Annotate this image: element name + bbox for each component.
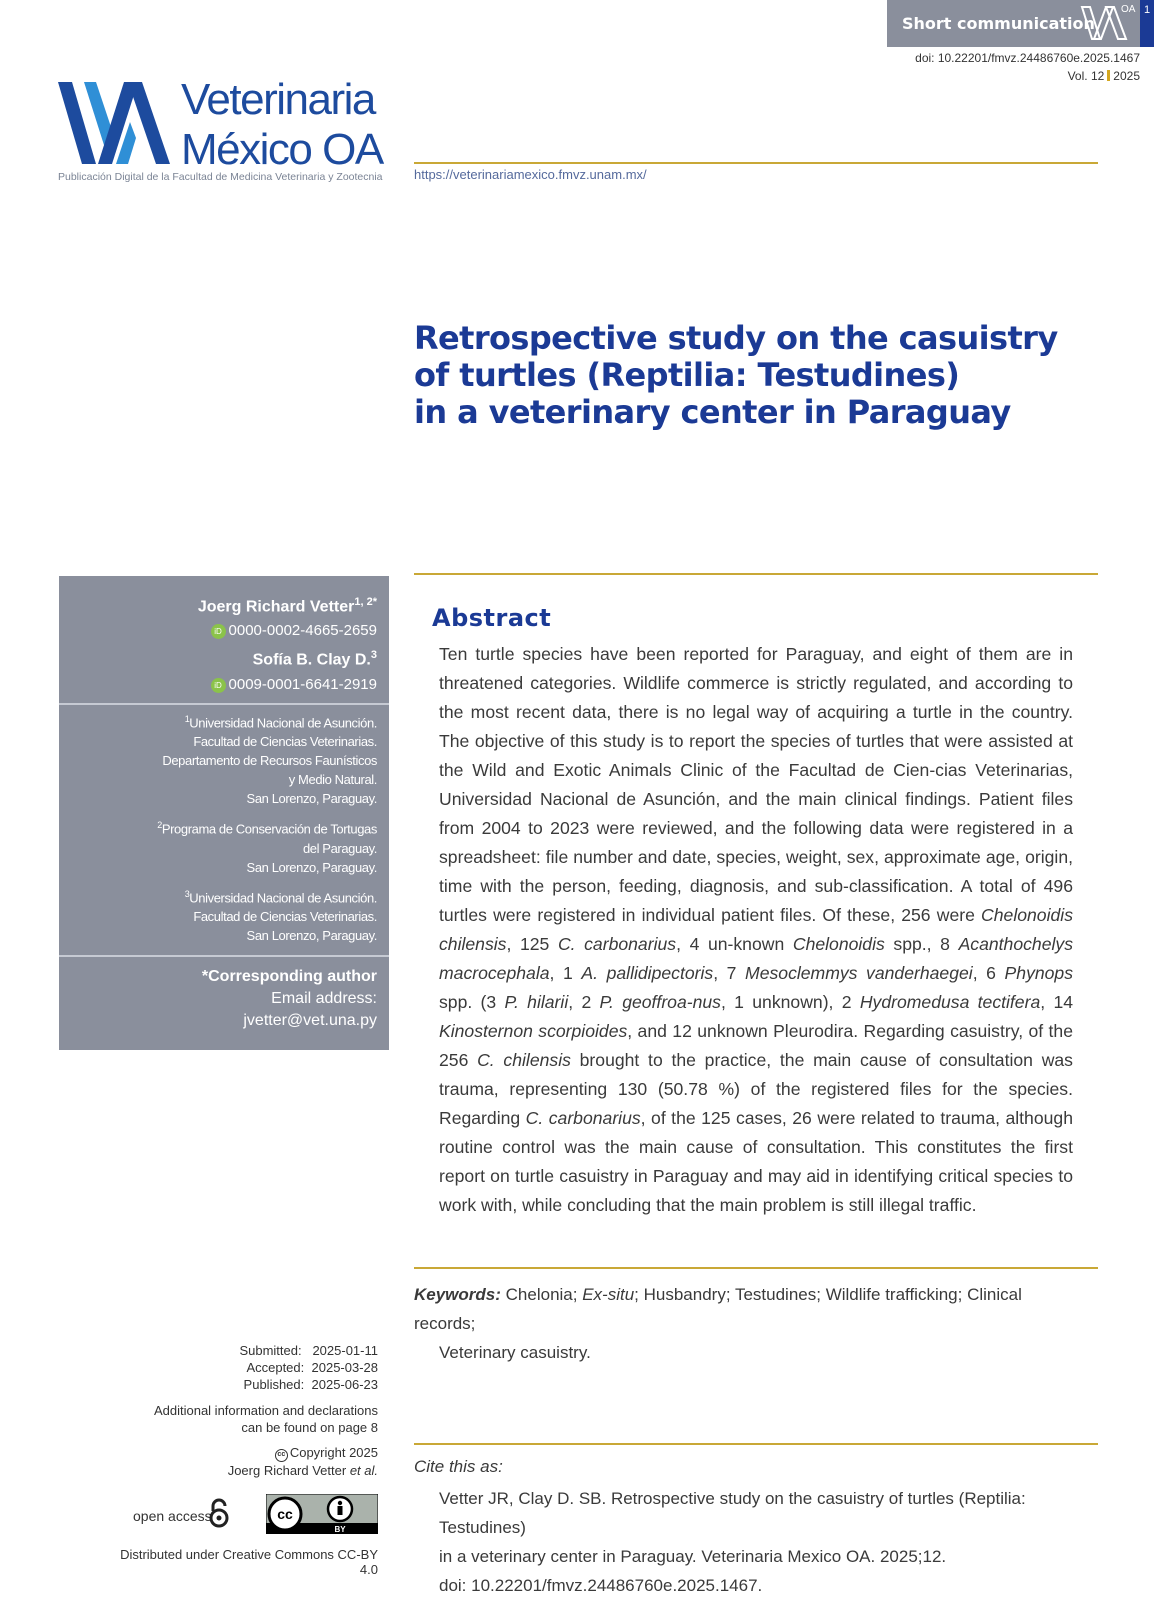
affiliation-line: y Medio Natural. bbox=[288, 772, 377, 788]
journal-subtitle: Publicación Digital de la Facultad de Medicina Veterinaria y Zootecnia bbox=[58, 171, 383, 183]
keywords-segment: Chelonia; bbox=[500, 1285, 583, 1304]
author-name-text: Sofía B. Clay D. bbox=[252, 651, 371, 669]
title-line: of turtles (Reptilia: Testudines) bbox=[414, 356, 960, 394]
keywords-divider bbox=[414, 1267, 1098, 1269]
abstract-segment: , 14 bbox=[1040, 992, 1074, 1012]
affiliation-line: Universidad Nacional de Asunción. bbox=[189, 715, 377, 731]
abstract-segment: , 1 bbox=[549, 963, 582, 983]
author-name-text: Joerg Richard Vetter bbox=[197, 598, 355, 616]
svg-text:cc: cc bbox=[277, 1506, 293, 1522]
affiliation-number: 2 bbox=[157, 820, 162, 831]
dates-block bbox=[160, 1342, 378, 1393]
copyright-etal: et al. bbox=[349, 1463, 378, 1478]
abstract-segment: , 6 bbox=[972, 963, 1005, 983]
email-link[interactable]: jvetter@vet.una.py bbox=[243, 1012, 377, 1029]
abstract-italic-term: Phynops bbox=[1004, 963, 1074, 983]
abstract-segment: , of the 125 cases, 26 were related to trauma, although routine control was the main cause of consultation. This constitutes the first report on turtle casuistry in Paraguay and may aid in identifying critical species to work with, while concluding that the main problem is still illegal traffic. bbox=[439, 1108, 1073, 1215]
volume-text: Vol. 12 bbox=[1067, 69, 1105, 83]
additional-info-line: Additional information and declarations bbox=[153, 1403, 378, 1418]
article-type-label: Short communication bbox=[902, 14, 1095, 33]
abstract-italic-term: P. geoffroa-nus bbox=[599, 992, 721, 1012]
citation-line: Vetter JR, Clay D. SB. Retrospective study on the casuistry of turtles (Reptilia: Testudines) bbox=[439, 1489, 1026, 1537]
journal-url-link[interactable]: https://veterinariamexico.fmvz.unam.mx/ bbox=[414, 167, 647, 182]
copyright-line: Copyright 2025 bbox=[289, 1445, 378, 1460]
abstract-italic-term: C. carbonarius bbox=[525, 1108, 641, 1128]
license-statement: Distributed under Creative Commons CC-BY 4.0 bbox=[120, 1547, 378, 1577]
affiliation-line: San Lorenzo, Paraguay. bbox=[246, 927, 377, 943]
abstract-text bbox=[439, 640, 1073, 1220]
citation-line: doi: 10.22201/fmvz.24486760e.2025.1467. bbox=[439, 1576, 763, 1595]
affiliation-number: 1 bbox=[184, 714, 190, 724]
copyright-cc-icon: cc bbox=[275, 1449, 288, 1462]
orcid-link[interactable] bbox=[59, 673, 377, 697]
affiliation bbox=[59, 816, 377, 876]
abstract-heading: Abstract bbox=[432, 604, 552, 632]
abstract-italic-term: Chelonoidis chilensis bbox=[439, 905, 1073, 954]
accepted-date bbox=[160, 1359, 378, 1376]
article-type-badge bbox=[887, 0, 1154, 47]
abstract-segment: , 125 bbox=[506, 934, 558, 954]
volume-separator bbox=[1107, 70, 1110, 81]
abstract-italic-term: C. carbonarius bbox=[557, 934, 677, 954]
badge-oa-text: OA bbox=[1121, 4, 1136, 15]
keywords-label: Keywords: bbox=[414, 1285, 501, 1304]
open-access-lock-icon bbox=[208, 1498, 230, 1528]
keywords-segment: ; Husbandry; Testudines; Wildlife trafficking; Clinical records; bbox=[414, 1285, 1022, 1333]
submitted-date bbox=[160, 1342, 378, 1359]
additional-info-line: can be found on page 8 bbox=[241, 1420, 378, 1435]
abstract-segment: Ten turtle species have been reported for Paraguay, and eight of them are in threatened categories. Wildlife commerce is strictly regulated, and according to the most recent data, there is no legal way of acquiring a turtle in the country. The objective of this study is to report the species of turtles that were assisted at the Wild and Exotic Animals Clinic of the Facultad de Cien-cias Veterinarias, Universidad Nacional de Asunción, and the main clinical findings. Patient files from 2004 to 2023 were reviewed, and the following data were registered in a spreadsheet: file number and date, species, weight, sex, approximate age, origin, time with the person, feeding, diagnosis, and sub-classification. A total of 496 turtles were registered in individual patient files. Of these, 256 were bbox=[439, 644, 1073, 925]
copyright-block bbox=[160, 1444, 378, 1480]
affiliation bbox=[59, 710, 377, 808]
affiliation-line: Programa de Conservación de Tortugas bbox=[161, 821, 377, 837]
abstract-italic-term: Acanthochelys macrocephala bbox=[439, 934, 1073, 983]
author-affil-sup: 1, 2* bbox=[354, 596, 377, 608]
abstract-italic-term: A. pallidipectoris bbox=[581, 963, 714, 983]
journal-name-line2: México OA bbox=[181, 125, 383, 174]
author-name bbox=[59, 590, 377, 619]
affiliation-line: Universidad Nacional de Asunción. bbox=[189, 889, 377, 905]
cc-by-text: BY bbox=[334, 1525, 346, 1534]
affiliation-line: San Lorenzo, Paraguay. bbox=[246, 791, 377, 807]
abstract-italic-term: Hydromedusa tectifera bbox=[859, 992, 1041, 1012]
cite-divider bbox=[414, 1443, 1098, 1445]
email-label: Email address: bbox=[271, 990, 377, 1007]
keywords-list bbox=[414, 1285, 1022, 1333]
abstract-italic-term: C. chilensis bbox=[477, 1050, 571, 1070]
author-name bbox=[59, 643, 377, 672]
journal-name-line1: Veterinaria bbox=[181, 75, 375, 124]
abstract-italic-term: Kinosternon scorpioides bbox=[439, 1021, 628, 1041]
copyright-holder: Joerg Richard Vetter bbox=[227, 1463, 350, 1478]
citation-text bbox=[439, 1484, 1099, 1600]
open-access-label: open access bbox=[133, 1508, 212, 1524]
abstract-italic-term: Chelonoidis bbox=[792, 934, 885, 954]
sidebar-divider bbox=[59, 703, 389, 705]
abstract-italic-term: Mesoclemmys vanderhaegei bbox=[745, 963, 973, 983]
abstract-segment: , 4 un-known bbox=[676, 934, 793, 954]
title-line: Retrospective study on the casuistry bbox=[414, 319, 1058, 357]
date-value: 2025-01-11 bbox=[312, 1343, 378, 1358]
affiliation-line: Facultad de Ciencias Veterinarias. bbox=[193, 908, 377, 924]
abstract-segment: , 1 unknown), 2 bbox=[720, 992, 860, 1012]
abstract-segment: brought to the practice, the main cause of consultation was trauma, representing 130 (50.78 %) of the registered files for the species. Regarding bbox=[439, 1050, 1073, 1128]
article-title bbox=[414, 320, 1114, 431]
year-text: 2025 bbox=[1113, 69, 1140, 83]
authors-block bbox=[59, 576, 389, 701]
header-volume bbox=[1068, 69, 1140, 83]
title-line: in a veterinary center in Paraguay bbox=[414, 393, 1011, 431]
affiliation-line: Facultad de Ciencias Veterinarias. bbox=[193, 734, 377, 750]
cite-label: Cite this as: bbox=[414, 1457, 503, 1476]
orcid-icon: iD bbox=[211, 678, 226, 693]
affiliation-line: del Paraguay. bbox=[302, 840, 377, 856]
date-value: 2025-03-28 bbox=[311, 1360, 378, 1375]
cc-by-license-badge[interactable] bbox=[266, 1494, 378, 1534]
additional-info bbox=[130, 1402, 378, 1436]
keywords-block bbox=[414, 1280, 1074, 1367]
abstract-segment: spp. (3 bbox=[439, 992, 505, 1012]
date-label: Accepted: bbox=[246, 1360, 305, 1375]
affiliation-line: Departamento de Recursos Faunísticos bbox=[162, 753, 377, 769]
orcid-icon: iD bbox=[211, 624, 226, 639]
orcid-id[interactable]: 0000-0002-4665-2659 bbox=[228, 622, 377, 640]
author-sidebar bbox=[59, 576, 389, 1050]
corresponding-label: *Corresponding author bbox=[201, 968, 377, 985]
corresponding-author-block bbox=[59, 966, 389, 1032]
header-doi: doi: 10.22201/fmvz.24486760e.2025.1467 bbox=[915, 51, 1140, 65]
citation-line: in a veterinary center in Paraguay. Veterinaria Mexico OA. 2025;12. bbox=[439, 1547, 947, 1566]
affiliation-line: San Lorenzo, Paraguay. bbox=[246, 859, 377, 875]
header-divider bbox=[414, 162, 1098, 164]
date-label: Submitted: bbox=[239, 1343, 302, 1358]
keywords-italic-term: Ex-situ bbox=[582, 1285, 635, 1304]
abstract-top-divider bbox=[414, 573, 1098, 575]
keywords-line2: Veterinary casuistry. bbox=[439, 1343, 591, 1362]
affiliation-number: 3 bbox=[184, 888, 190, 899]
orcid-link[interactable] bbox=[59, 619, 377, 643]
affiliations-block bbox=[59, 710, 389, 953]
cc-by-icon bbox=[266, 1494, 378, 1534]
sidebar-divider bbox=[59, 955, 389, 957]
orcid-id[interactable]: 0009-0001-6641-2919 bbox=[228, 675, 377, 693]
page-number: 1 bbox=[1140, 0, 1154, 47]
affiliation bbox=[59, 885, 377, 945]
abstract-segment: , 2 bbox=[568, 992, 600, 1012]
abstract-italic-term: P. hilarii bbox=[504, 992, 569, 1012]
abstract-segment: , and 12 unknown Pleurodira. Regarding casuistry, of the 256 bbox=[439, 1021, 1074, 1070]
date-label: Published: bbox=[243, 1377, 305, 1392]
published-date bbox=[160, 1376, 378, 1393]
date-value: 2025-06-23 bbox=[311, 1377, 378, 1392]
journal-logo-icon bbox=[58, 78, 178, 168]
abstract-segment: , 7 bbox=[713, 963, 746, 983]
author-affil-sup: 3 bbox=[370, 649, 377, 662]
abstract-segment: spp., 8 bbox=[884, 934, 959, 954]
